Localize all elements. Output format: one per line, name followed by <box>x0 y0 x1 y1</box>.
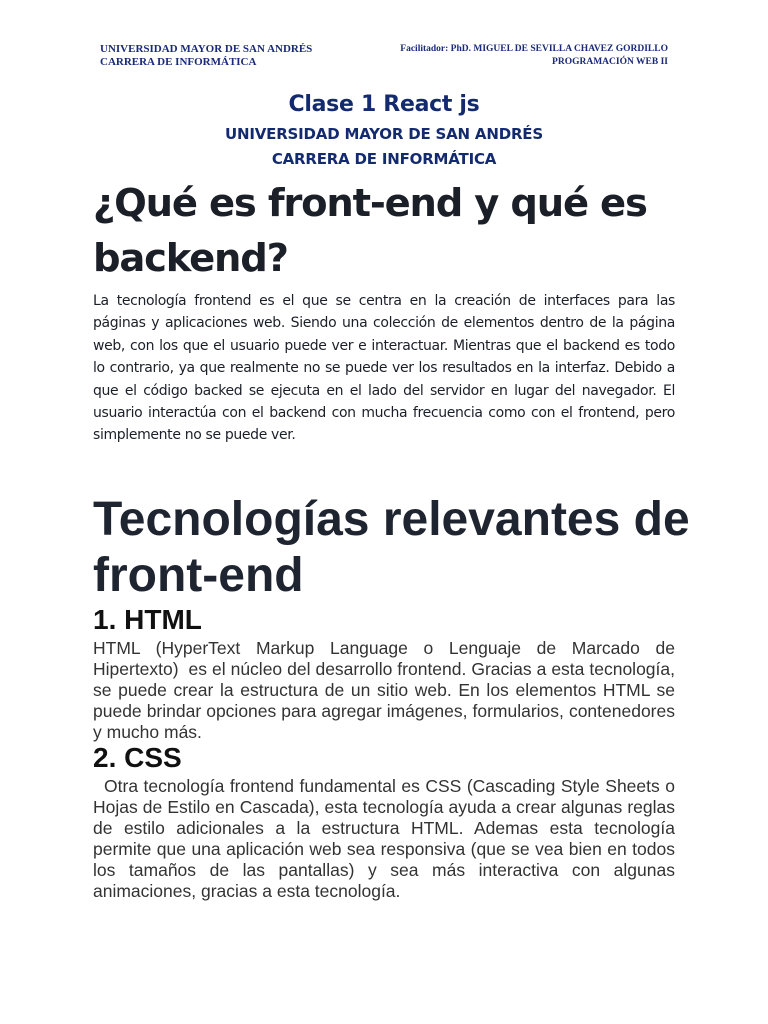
header-course-name: PROGRAMACIÓN WEB II <box>552 57 668 67</box>
section-paragraph-frontend-backend: La tecnología frontend es el que se centra en la creación de interfaces para las páginas y aplicaciones web. Siendo una colección de elementos dentro de la página web, con los que el usuario puede ver e interactuar. Mientras que el backend es todo lo contrario, ya que realmente no se puede ver los resultados en la interfaz. Debido a que el código backed se ejecuta en el lado del servidor en lugar del navegador. El usuario interactúa con el backend con mucha frecuencia como con el frontend, pero simplemente no se puede ver. <box>93 293 675 444</box>
document-title: Clase 1 React js <box>288 92 480 117</box>
title-university: UNIVERSIDAD MAYOR DE SAN ANDRÉS <box>225 125 543 143</box>
subheading-css: 2. CSS <box>93 742 182 773</box>
page-header-course <box>360 43 668 69</box>
page-header-institution <box>100 43 360 69</box>
header-career: CARRERA DE INFORMÁTICA <box>100 56 257 68</box>
header-university: UNIVERSIDAD MAYOR DE SAN ANDRÉS <box>100 43 313 55</box>
section-heading-frontend-backend: ¿Qué es front-end y qué es backend? <box>93 181 647 281</box>
section-heading-frontend-technologies: Tecnologías relevantes de front-end <box>93 493 690 602</box>
title-block <box>93 88 675 172</box>
title-career: CARRERA DE INFORMÁTICA <box>271 150 497 168</box>
paragraph-css: Otra tecnología frontend fundamental es CSS (Cascading Style Sheets o Hojas de Estilo en Cascada), esta tecnología ayuda a crear algunas reglas de estilo adicionales a la estructura HTML. Ademas esta tecnología permite que una aplicación web sea responsiva (que se vea bien en todos los tamaños de las pantallas) y sea más interactiva con algunas animaciones, gracias a esta tecnología. <box>93 776 680 901</box>
subheading-html: 1. HTML <box>93 604 202 635</box>
header-facilitator: Facilitador: PhD. MIGUEL DE SEVILLA CHAVEZ GORDILLO <box>400 44 668 54</box>
paragraph-html: HTML (HyperText Markup Language o Lenguaje de Marcado de Hipertexto) es el núcleo del desarrollo frontend. Gracias a esta tecnología, se puede crear la estructura de un sitio web. En los elementos HTML se puede brindar opciones para agregar imágenes, formularios, contenedores y mucho más. <box>93 638 680 742</box>
